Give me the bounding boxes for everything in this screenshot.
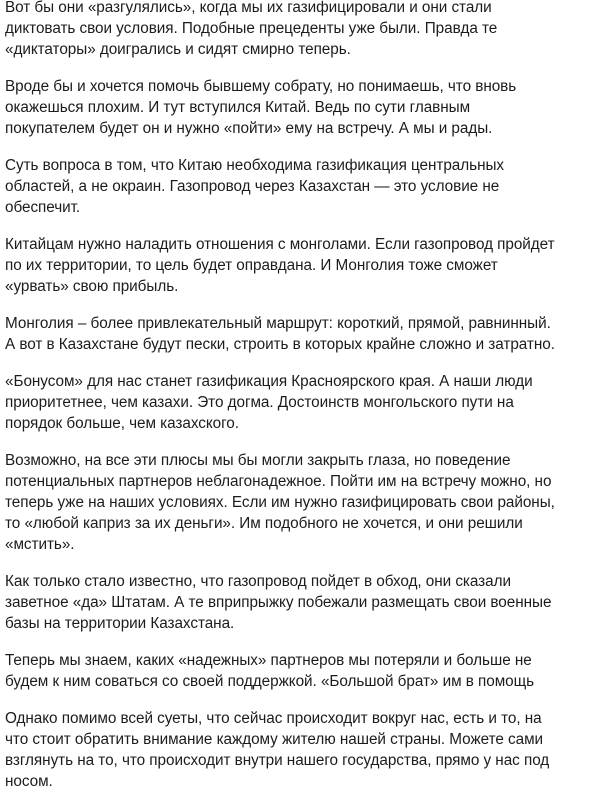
paragraph-10	[5, 708, 590, 792]
text-line: окажешься плохим. И тут вступился Китай. Ведь по сути главным	[5, 99, 471, 116]
text-line: «урвать» свою прибыль.	[5, 278, 179, 295]
text-line: по их территории, то цель будет оправдана. И Монголия тоже сможет	[5, 257, 498, 274]
text-line: «диктаторы» доигрались и сидят смирно теперь.	[5, 41, 351, 58]
text-line: покупателем будет он и нужно «пойти» ему на встречу. А мы и рады.	[5, 120, 493, 137]
text-line: приоритетнее, чем казахи. Это догма. Достоинств монгольского пути на	[5, 394, 514, 411]
text-line: взглянуть на то, что происходит внутри нашего государства, прямо у нас под	[5, 752, 550, 769]
text-line: А вот в Казахстане будут пески, строить в которых крайне сложно и затратно.	[5, 336, 555, 353]
text-line: Возможно, на все эти плюсы мы бы могли закрыть глаза, но поведение	[5, 452, 511, 469]
text-line: базы на территории Казахстана.	[5, 615, 235, 632]
text-line: теперь уже на наших условиях. Если им нужно газифицировать свои районы,	[5, 494, 555, 511]
paragraph-1	[5, 0, 590, 60]
text-line: «Бонусом» для нас станет газификация Красноярского края. А наши люди	[5, 373, 533, 390]
article-body	[5, 0, 590, 808]
text-line: Теперь мы знаем, каких «надежных» партнеров мы потеряли и больше не	[5, 652, 532, 669]
text-line: Однако помимо всей суеты, что сейчас происходит вокруг нас, есть и то, на	[5, 710, 542, 727]
text-line: диктовать свои условия. Подобные прецеденты уже были. Правда те	[5, 20, 498, 37]
text-line: Как только стало известно, что газопровод пойдет в обход, они сказали	[5, 573, 511, 590]
text-line: что стоит обратить внимание каждому жителю нашей страны. Можете сами	[5, 731, 544, 748]
text-line: Монголия – более привлекательный маршрут: короткий, прямой, равнинный.	[5, 315, 551, 332]
text-line: потенциальных партнеров неблагонадежное. Пойти им на встречу можно, но	[5, 473, 552, 490]
text-line: носом.	[5, 773, 53, 790]
text-line: «мстить».	[5, 536, 75, 553]
text-line: Вот бы они «разгулялись», когда мы их газифицировали и они стали	[5, 0, 492, 16]
paragraph-6	[5, 371, 590, 434]
text-line: будем к ним соваться со своей поддержкой. «Большой брат» им в помощь	[5, 673, 535, 690]
text-line: Вроде бы и хочется помочь бывшему собрату, но понимаешь, что вновь	[5, 78, 517, 95]
paragraph-5	[5, 313, 590, 355]
text-line: заветное «да» Штатам. А те вприпрыжку побежали размещать свои военные	[5, 594, 552, 611]
text-line: областей, а не окраин. Газопровод через Казахстан — это условие не	[5, 178, 500, 195]
text-line: Суть вопроса в том, что Китаю необходима газификация центральных	[5, 157, 505, 174]
paragraph-3	[5, 155, 590, 218]
paragraph-9	[5, 650, 590, 692]
text-line: то «любой каприз за их деньги». Им подобного не хочется, и они решили	[5, 515, 523, 532]
text-line: порядок больше, чем казахского.	[5, 415, 239, 432]
paragraph-7	[5, 450, 590, 555]
paragraph-2	[5, 76, 590, 139]
paragraph-4	[5, 234, 590, 297]
paragraph-8	[5, 571, 590, 634]
text-line: Китайцам нужно наладить отношения с монголами. Если газопровод пройдет	[5, 236, 555, 253]
text-line: обеспечит.	[5, 199, 81, 216]
